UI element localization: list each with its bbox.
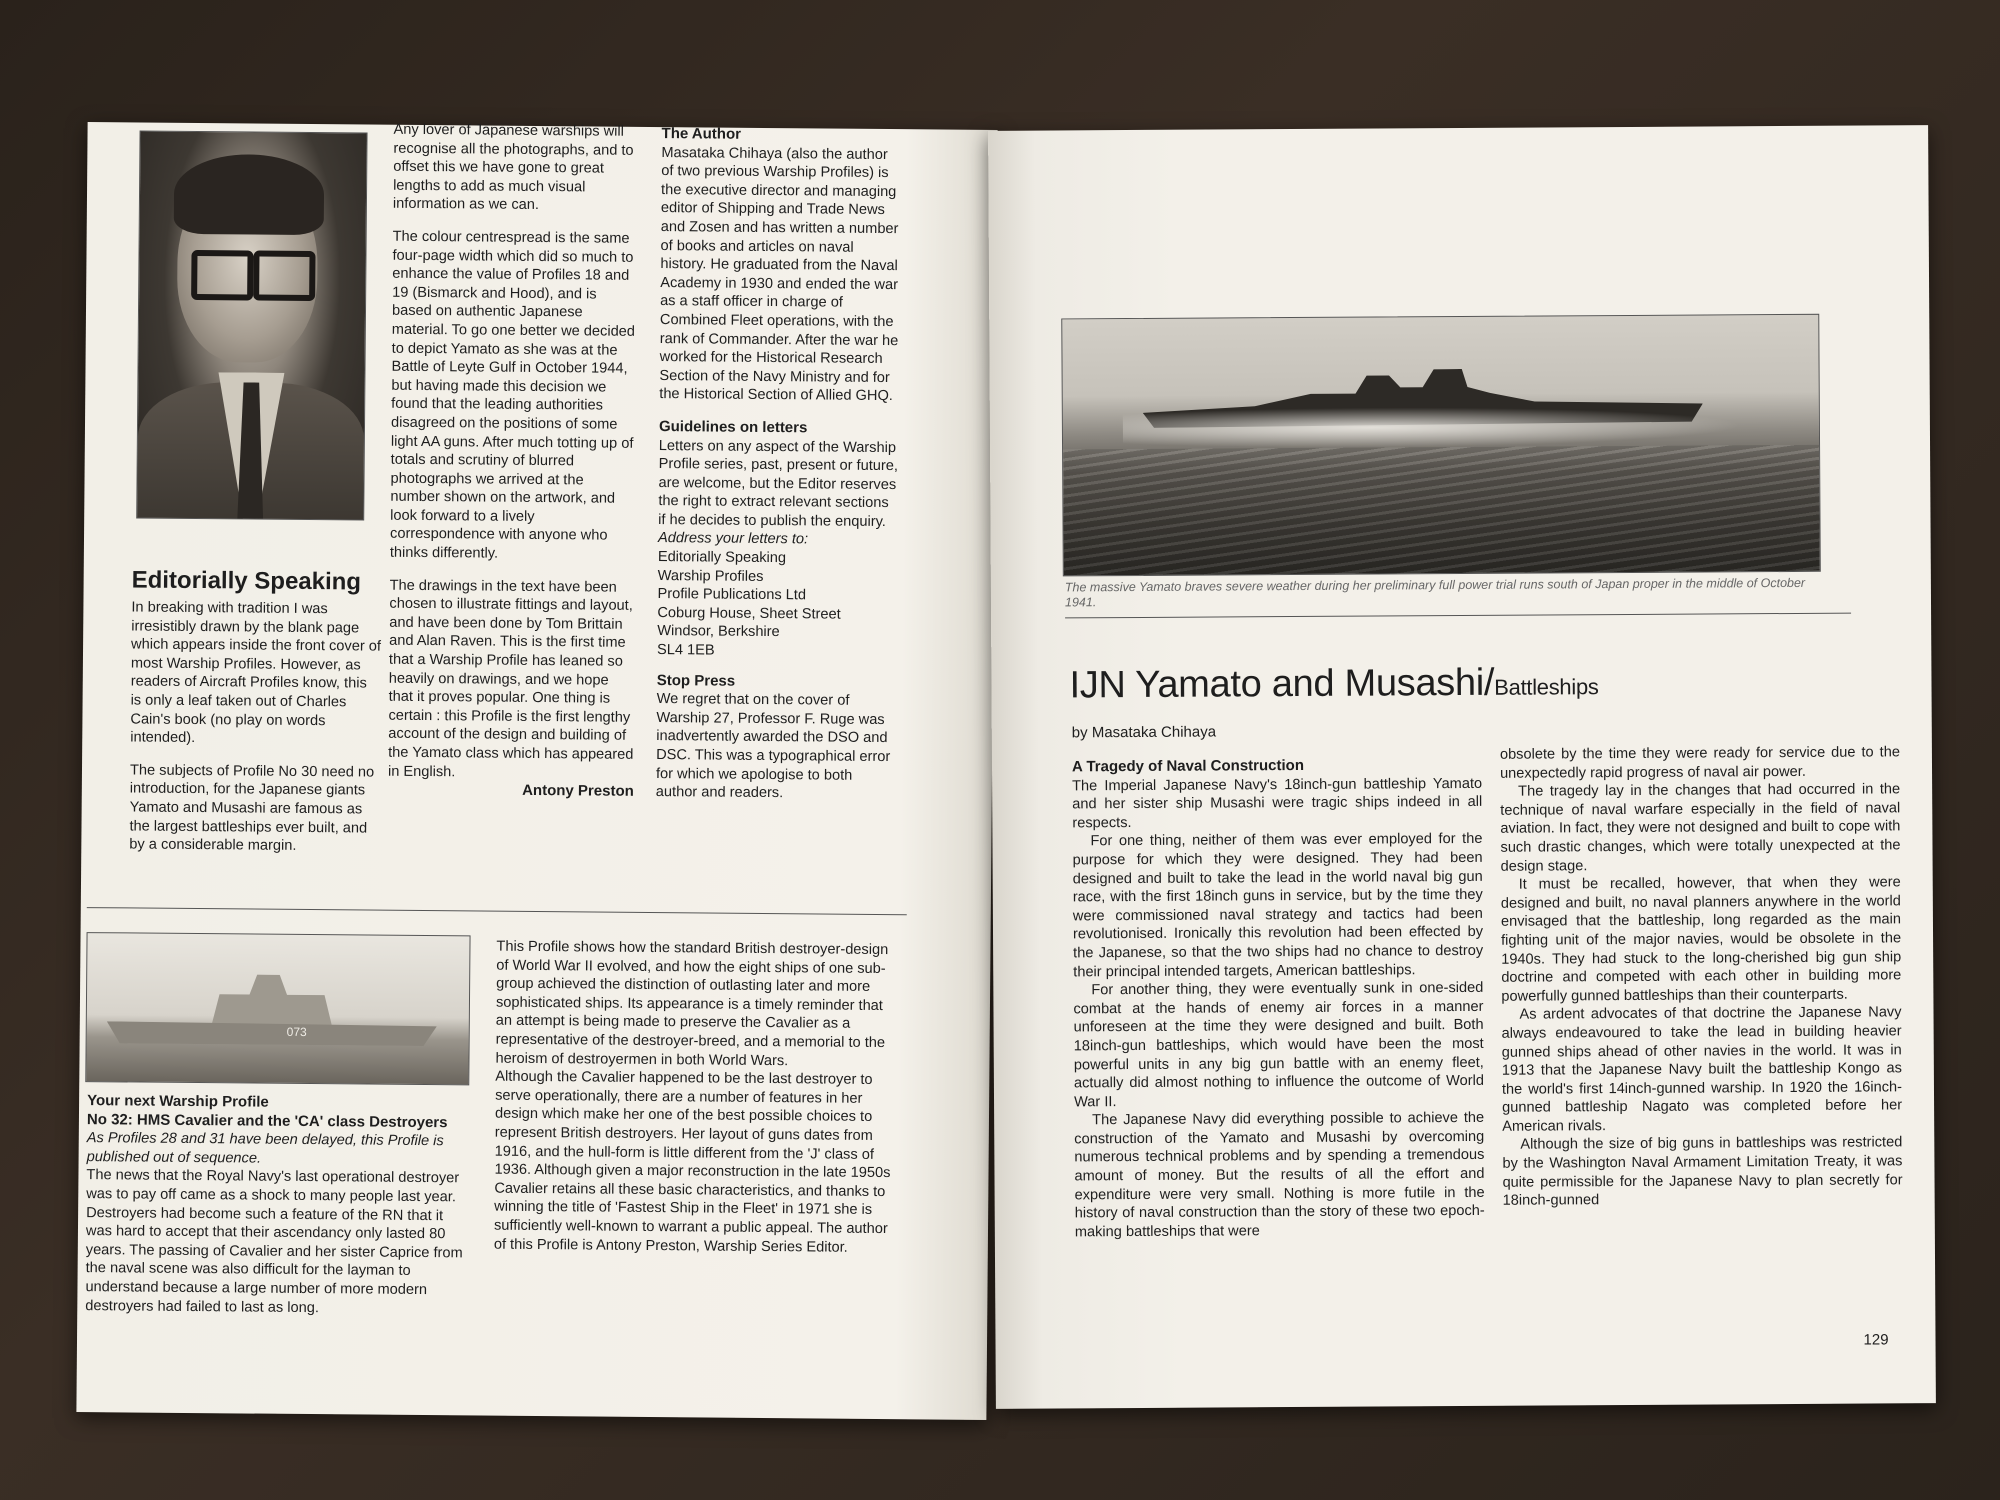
article-paragraph: For another thing, they were eventually sunk in one-sided combat at the hands of enemy air forces in a manner unforeseen at the time they were designed and built. Both 18inch-gun battleships, which would have been the most powerful units in any big gun battle with an enemy fleet, actually did almost nothing to influence the outcome of World War II.: [1073, 979, 1484, 1111]
address-line: Profile Publications Ltd: [657, 586, 807, 604]
article-column-1: [1072, 756, 1485, 1242]
right-page: [988, 125, 1936, 1409]
article-paragraph: The Imperial Japanese Navy's 18inch-gun battleship Yamato and her sister ship Musashi were tragic ships indeed in all respects.: [1072, 775, 1483, 832]
guidelines-heading: Guidelines on letters: [658, 417, 808, 437]
section-heading: A Tragedy of Naval Construction: [1071, 756, 1305, 776]
article-paragraph: obsolete by the time they were ready for service due to the unexpectedly rapid progress of naval air power.: [1499, 744, 1900, 782]
address-line: Editorially Speaking: [657, 549, 787, 567]
editorial-paragraph: The subjects of Profile No 30 need no introduction, for the Japanese giants Yamato and Musashi are famous as the largest battleships ever built, and by a considerable margin.: [129, 762, 375, 855]
editorial-title: Editorially Speaking: [131, 566, 362, 596]
article-paragraph: The Japanese Navy did everything possible to achieve the construction of the Yamato and Musashi by overcoming numerous technical problems and by spending a tremendous amount of money. But the results of all the effort and expenditure were very small. Nothing is more futile in the history of naval construction than the story of these two epoch-making battleships that were: [1074, 1110, 1485, 1241]
address-line: Coburg House, Sheet Street: [657, 604, 841, 623]
editorial-paragraph: The drawings in the text have been chosen to illustrate fittings and layout, and have been done by Tom Brittain and Alan Raven. This is the first time that a Warship Profile has leaned so heavily on drawings, and we hope that it proves popular. One thing is certain : this Profile is the first lengthy account of the design and building of the Yamato class which has appeared in English.: [387, 577, 634, 780]
address-line: Windsor, Berkshire: [657, 623, 780, 641]
article-paragraph: It must be recalled, however, that when they were designed and built, no naval planners anywhere in the world envisaged that the battleship, long regarded as the main fighting unit of the major navies, would be obsolete in the 1940s. They had stuck to the long-cherished big gun ship doctrine and competed with each other in building more powerfully gunned battleships than their counterparts.: [1500, 874, 1902, 1005]
page-number: 129: [1863, 1331, 1889, 1349]
article-paragraph: For one thing, neither of them was ever employed for the purpose for which they were designed. They had been designed and built to take the lead in the world naval big gun race, with the first 18inch guns in service, but by the time they were commissioned naval strategy and tactics had been revolutionised. Ironically this revolution had been effected by the Japanese, so that the two ships had no chance to destroy their principal intended targets, American battleships.: [1072, 831, 1484, 980]
caption-divider: [1065, 613, 1851, 619]
address-line: SL4 1EB: [656, 642, 715, 659]
next-profile-column-2: [494, 938, 903, 1258]
next-profile-body: Although the Cavalier happened to be the last destroyer to serve operationally, there are a number of features in her design which make her one of the best possible choices to represent British destroyers. Her layout of guns dates from 1916, and the hull-form is little different from the 'J' class of 1936. Although given a major reconstruction in the late 1950s Cavalier retains all these basic characteristics, and thanks to winning the title of 'Fastest Ship in the Fleet' in 1971 she is sufficiently well-known to warrant a public appeal. The author of this Profile is Antony Preston, Warship Series Editor.: [493, 1068, 891, 1256]
author-heading: The Author: [661, 125, 742, 143]
editorial-paragraph: In breaking with tradition I was irresistibly drawn by the blank page which appears inside the front cover of most Warship Profiles. However, as readers of Aircraft Profiles know, this is only a leaf taken out of Charles Cain's book (no play on words intended).: [130, 599, 382, 747]
author-bio: Masataka Chihaya (also the author of two previous Warship Profiles) is the executive director and managing editor of Shipping and Trade News and Zosen and has written a number of books and articles on naval history. He graduated from the Naval Academy in 1930 and ended the war as a staff officer in charge of Combined Fleet operations, with the rank of Commander. After the war he worked for the Historical Research Section of the Navy Ministry and for the Historical Section of Allied GHQ.: [659, 144, 899, 405]
next-profile-heading: Your next Warship Profile: [87, 1092, 269, 1111]
hull-number: 073: [286, 1024, 307, 1040]
author-portrait-photo: [136, 131, 367, 521]
yamato-photo: [1061, 314, 1821, 577]
next-profile-body: This Profile shows how the standard British destroyer-design of World War II evolved, and how the eight ships of one sub-group achieved the distinction of outlasting later and more sophisticated ships. Its appearance is a timely reminder that an attempt is being made to preserve the Cavalier as a representative of the destroyer-breed, and a memorial to the heroism of destroyermen in both World Wars.: [495, 938, 889, 1069]
next-profile-subject: No 32: HMS Cavalier and the 'CA' class Destroyers: [86, 1110, 448, 1131]
next-profile-note: As Profiles 28 and 31 have been delayed, this Profile is published out of sequence.: [86, 1130, 444, 1167]
next-profile-body: The news that the Royal Navy's last operational destroyer was to pay off came as a shock to many people last year. Destroyers had become such a feature of the RN that it was hard to accept that their ascendancy only lasted 80 years. The passing of Cavalier and her sister Caprice from the naval scene was also difficult for the layman to understand because a large number of more modern destroyers had failed to last as long.: [85, 1167, 463, 1316]
article-byline: by Masataka Chihaya: [1071, 723, 1217, 742]
sidebar-column: [656, 125, 902, 804]
guidelines-body: Letters on any aspect of the Warship Profile series, past, present or future, are welcome, but the Editor reserves the right to extract relevant sections if he decides to publish the enquiry.: [658, 437, 899, 530]
article-paragraph: Although the size of big guns in battleships was restricted by the Washington Naval Armament Limitation Treaty, it was quite permissible for the Japanese Navy to plan secretly for 18inch-gunned: [1502, 1134, 1903, 1210]
editorial-paragraph: The colour centrespread is the same four-page width which did so much to enhance the value of Profiles 18 and 19 (Bismarck and Hood), and is based on authentic Japanese material. To go one better we decided to depict Yamato as she was at the Battle of Leyte Gulf in October 1944, but having made this decision we found that the leading authorities disagreed on the positions of some light AA guns. After much totting up of totals and scrutiny of blurred photographs we arrived at the number shown on the artwork, and look forward to a lively correspondence with anyone who thinks differently.: [389, 228, 636, 562]
photo-caption: The massive Yamato braves severe weather during her preliminary full power trial runs south of Japan proper in the middle of October 1941.: [1064, 575, 1806, 610]
left-page: [76, 122, 997, 1420]
article-title-main: IJN Yamato and Musashi: [1069, 661, 1485, 707]
next-profile-column-1: [85, 1092, 471, 1318]
editorial-column-2: [388, 121, 640, 802]
stop-press-heading: Stop Press: [656, 671, 736, 690]
editorial-column-1: [129, 566, 382, 870]
article-paragraph: The tragedy lay in the changes that had occurred in the technique of naval warfare especially in the field of naval aviation. In fact, they were not designed and built to cope with such drastic changes, which were totally unexpected at the design stage.: [1500, 781, 1901, 875]
address-intro: Address your letters to:: [657, 530, 809, 548]
article-title-slash: /: [1483, 661, 1495, 704]
stop-press-body: We regret that on the cover of Warship 27, Professor F. Ruge was inadvertently awarded the DSO and DSC. This was a typographical error for which we apologise to both author and readers.: [655, 691, 891, 802]
article-title: [1069, 660, 1829, 708]
article-column-2: [1500, 743, 1903, 1210]
address-line: Warship Profiles: [657, 567, 764, 585]
editorial-signature: Antony Preston: [522, 782, 634, 801]
destroyer-photo: [85, 932, 470, 1085]
editorial-paragraph: Any lover of Japanese warships will recognise all the photographs, and to offset this we have gone to great lengths to add as much visual information as we can.: [392, 121, 634, 214]
article-paragraph: As ardent advocates of that doctrine the Japanese Navy always endeavoured to take the lead in building heavier gunned ships ahead of other navies in the world. It was in 1913 that the Japanese Navy built the battleship Kongo as the world's first 14inch-gunned warship. In 1920 the 16inch-gunned battleship Nagato was completed before her American rivals.: [1501, 1004, 1903, 1135]
article-title-sub: Battleships: [1494, 674, 1599, 700]
section-divider: [87, 907, 907, 915]
